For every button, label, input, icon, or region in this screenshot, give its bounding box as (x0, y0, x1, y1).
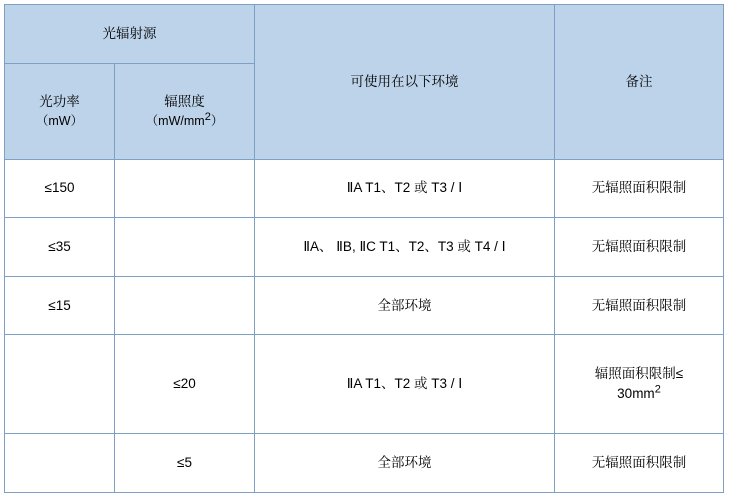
header-irradiance-label: 辐照度 (164, 93, 205, 109)
header-irradiance (115, 63, 255, 159)
cell-irradiance (115, 276, 255, 335)
header-group-light-source: 光辐射源 (5, 5, 255, 64)
table-header-row-group (5, 5, 724, 64)
cell-remark-area-value: 30mm (617, 386, 655, 402)
table-row (5, 434, 724, 493)
cell-remark-line2 (561, 384, 717, 404)
cell-remark: 无辐照面积限制 (555, 434, 724, 493)
header-remark: 备注 (555, 5, 724, 160)
header-environment: 可使用在以下环境 (255, 5, 555, 160)
cell-remark (555, 335, 724, 434)
cell-power: ≤150 (5, 159, 115, 218)
table-row (5, 159, 724, 218)
cell-irradiance (115, 159, 255, 218)
header-irradiance-unit-post: ） (210, 114, 224, 129)
header-irradiance-unit-exponent: 2 (204, 110, 211, 123)
table-row (5, 335, 724, 434)
cell-irradiance (115, 218, 255, 277)
cell-irradiance: ≤20 (115, 335, 255, 434)
cell-environment: ⅡA T1、T2 或 T3 / Ⅰ (255, 335, 555, 434)
cell-power (5, 335, 115, 434)
cell-power: ≤15 (5, 276, 115, 335)
cell-environment: 全部环境 (255, 434, 555, 493)
table-row (5, 218, 724, 277)
header-optical-power (5, 63, 115, 159)
header-optical-power-unit: （mW） (35, 113, 84, 128)
cell-remark: 无辐照面积限制 (555, 276, 724, 335)
table-row (5, 276, 724, 335)
cell-power: ≤35 (5, 218, 115, 277)
cell-remark-area-exponent: 2 (654, 383, 661, 396)
header-optical-power-label: 光功率 (39, 93, 80, 109)
cell-irradiance: ≤5 (115, 434, 255, 493)
cell-power (5, 434, 115, 493)
cell-remark: 无辐照面积限制 (555, 159, 724, 218)
cell-environment: 全部环境 (255, 276, 555, 335)
cell-environment: ⅡA、 ⅡB, ⅡC T1、T2、T3 或 T4 / Ⅰ (255, 218, 555, 277)
cell-environment: ⅡA T1、T2 或 T3 / Ⅰ (255, 159, 555, 218)
optical-radiation-source-table (4, 4, 724, 493)
cell-remark: 无辐照面积限制 (555, 218, 724, 277)
cell-remark-line1: 辐照面积限制≤ (594, 366, 684, 382)
header-irradiance-unit-pre: （mW/mm (145, 114, 205, 129)
header-irradiance-unit (121, 112, 248, 131)
